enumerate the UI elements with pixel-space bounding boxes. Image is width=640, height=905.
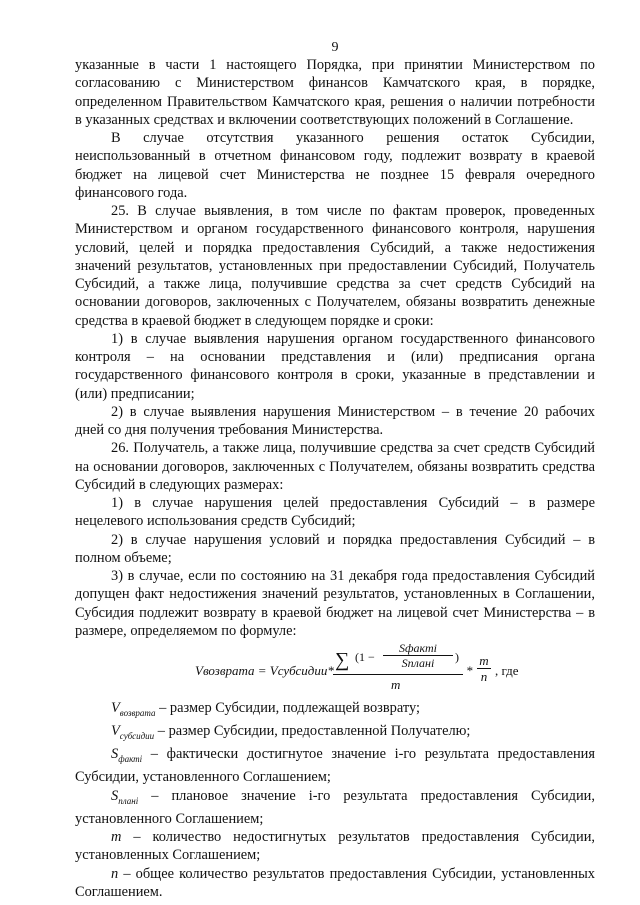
definition-v-vozvrata: $V_{возврата}$ – размер Субсидии, подлежащей возврату; <box>111 700 420 718</box>
page-number: 9 <box>331 40 339 55</box>
definition-s-plan: $S_{планi}$ – плановое значение i-го результата предоставления Субсидии, установленного Соглашением; <box>75 787 595 827</box>
formula-lhs: Vвозврата = Vсубсидии* <box>195 663 334 678</box>
formula-main-denominator: m <box>391 677 401 692</box>
paragraph-25: 25. В случае выявления, в том числе по фактам проверок, проведенных Министерством и органом государственного финансового контроля, нарушения условий, целей и порядка предоставления Субсидий, а также недостижения значений результатов, установленных при предоставлении Субсидий, Получатель Субсидий, а также лица, получившие средства за счет средств Субсидий на основании договоров, заключенных с Получателем, обязаны возвратить денежные средства в краевой бюджет в следующем порядке и сроки: <box>75 203 595 329</box>
formula-second-denominator: n <box>480 669 488 684</box>
definition-s-fakt: $S_{фактi}$ – фактически достигнутое значение i-го результата предоставления Субсидии, установленного Соглашением; <box>75 746 595 786</box>
paragraph-26-item-2: 2) в случае нарушения условий и порядка предоставления Субсидий – в полном объеме; <box>75 531 595 566</box>
formula-inner-fraction <box>383 641 453 670</box>
definition-n: n – общее количество результатов предоставления Субсидии, установленных Соглашением. <box>75 865 595 900</box>
formula-multiply: * <box>466 663 473 678</box>
refund-formula <box>75 641 595 697</box>
paragraph-25-item-1: 1) в случае выявления нарушения органом государственного финансового контроля – на основании представления и (или) предписания органа государственного финансового контроля в сроки, указанные в представлении и (или) предписании; <box>75 330 595 402</box>
definition-m: m – количество недостигнутых результатов предоставления Субсидии, установленных Соглашением; <box>75 829 595 864</box>
definition-v-subsidii: $V_{субсидии}$ – размер Субсидии, предоставленной Получателю; <box>111 723 471 741</box>
formula-second-fraction <box>477 653 491 684</box>
formula-second-numerator: m <box>477 653 491 669</box>
sum-symbol: ∑ <box>335 649 350 671</box>
paragraph-25-item-2: 2) в случае выявления нарушения Министерством – в течение 20 рабочих дней со дня получения требования Министерства. <box>75 403 595 438</box>
formula-inner-close: ) <box>455 650 459 664</box>
paragraph-26: 26. Получатель, а также лица, получившие средства за счет средств Субсидий на основании договоров, заключенных с Получателем, обязаны возвратить средства Субсидий в следующих размерах: <box>75 440 595 493</box>
paragraph-26-item-1: 1) в случае нарушения целей предоставления Субсидий – в размере нецелевого использования средств Субсидий; <box>75 495 595 530</box>
paragraph-26-item-3: 3) в случае, если по состоянию на 31 декабря года предоставления Субсидий допущен факт недостижения значений результатов, установленных в Соглашении, Субсидия подлежит возврату в краевой бюджет на лицевой счет Министерства – в размере, определяемом по формуле: <box>75 568 595 639</box>
document-page <box>75 40 595 901</box>
formula-fraction-bar <box>333 674 463 675</box>
paragraph-no-decision: В случае отсутствия указанного решения остаток Субсидии, неиспользованный в отчетном финансовом году, подлежит возврату в краевой бюджет на лицевой счет Министерства не позднее 15 февраля очередного финансового года. <box>75 130 595 201</box>
formula-tail: , где <box>495 663 519 678</box>
paragraph-continuation: указанные в части 1 настоящего Порядка, при принятии Министерством по согласованию с Министерством финансов Камчатского края, в порядке, определенном Правительством Камчатского края, решения о наличии потребности в указанных средствах и включении соответствующих положений в Соглашение. <box>75 57 595 128</box>
formula-inner-numerator: Sфакті <box>383 641 453 656</box>
formula-inner-open: (1 − <box>355 650 375 664</box>
formula-inner-denominator: Sплані <box>401 656 435 670</box>
